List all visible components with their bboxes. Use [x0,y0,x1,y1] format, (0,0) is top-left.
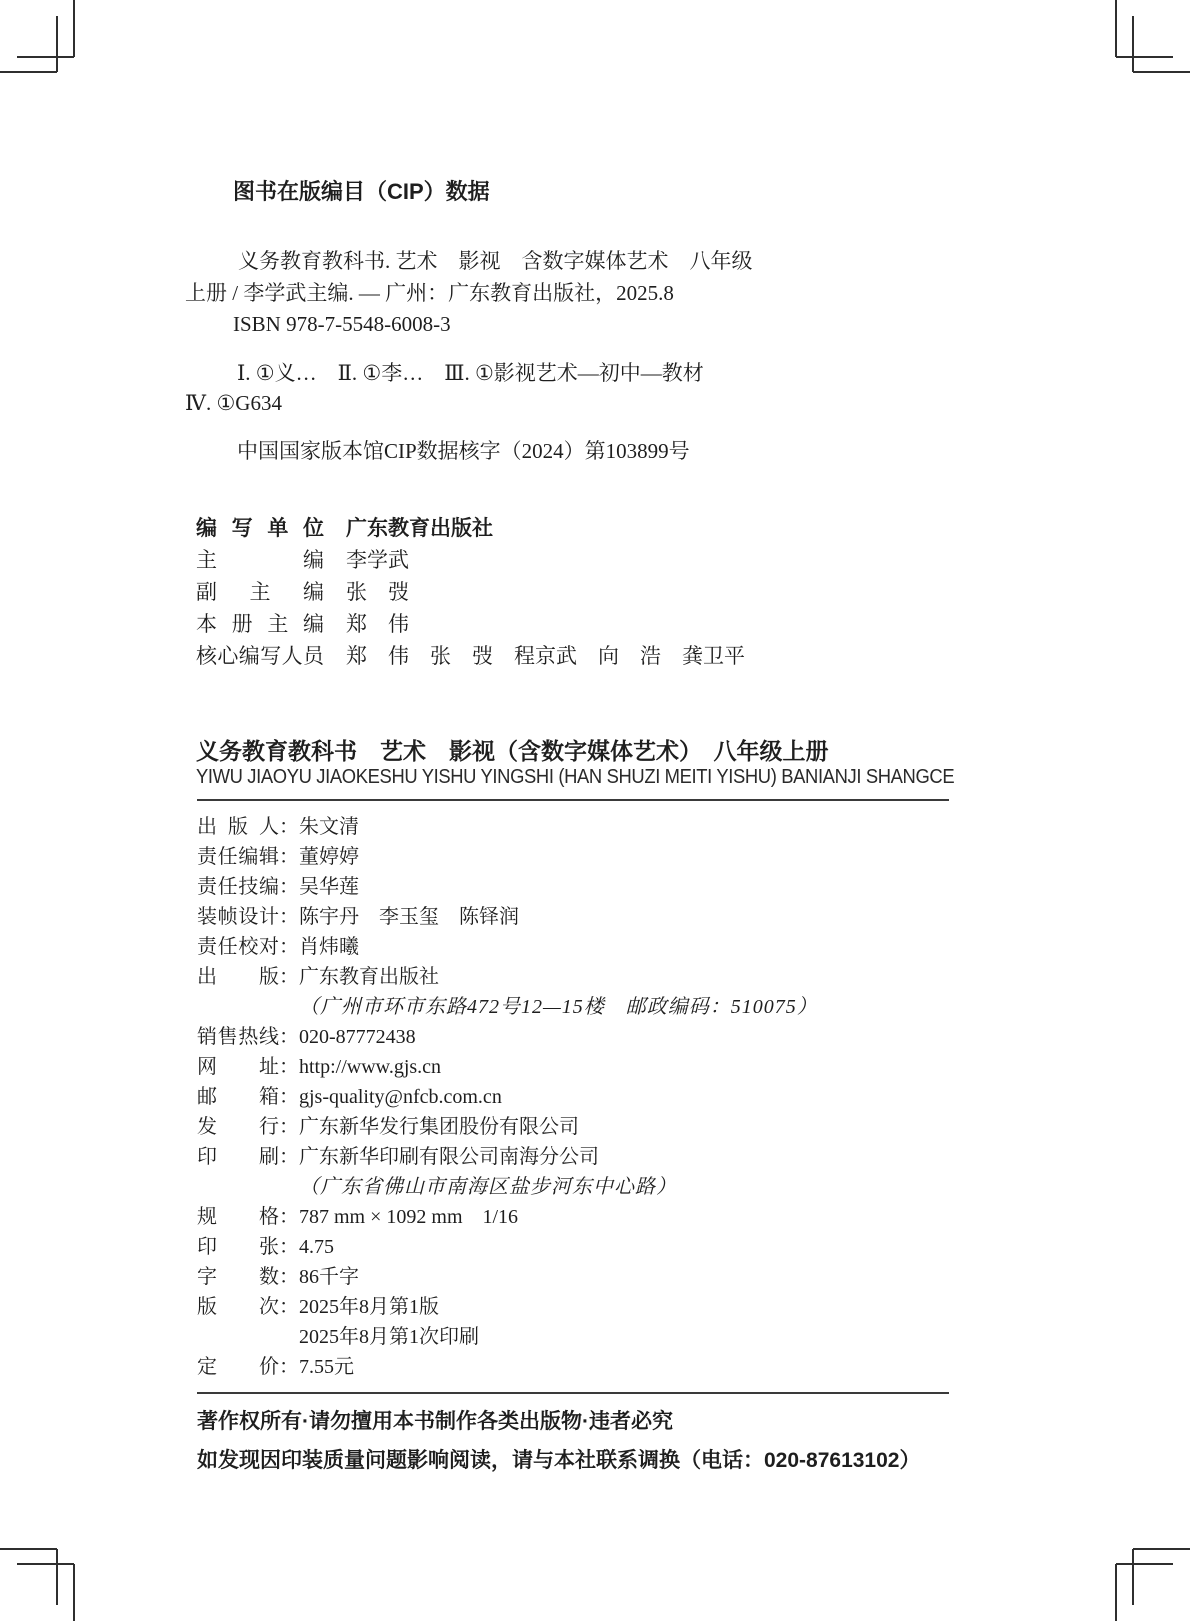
colophon-row-format [197,1202,818,1232]
colon: ： [279,1086,299,1108]
colophon-value: 020-87772438 [299,1026,416,1048]
colon: ： [279,1236,299,1258]
colophon-value: 董婷婷 [299,846,359,868]
colophon-label: 网址 [197,1056,279,1078]
colophon-value: 86千字 [299,1266,359,1288]
colon: ： [279,846,299,868]
colon: ： [279,1026,299,1048]
copyright-notice: 著作权所有·请勿擅用本书制作各类出版物·违者必究 [197,1410,673,1433]
book-title: 义务教育教科书 艺术 影视（含数字媒体艺术） 八年级上册 [196,738,829,764]
crop-mark-top-right-icon [1100,0,1190,90]
crop-mark-top-left-icon [0,0,90,90]
credit-value: 广东教育出版社 [346,517,493,540]
colophon-row-printer-address: （广东省佛山市南海区盐步河东中心路） [299,1176,677,1198]
colophon-value: 陈宇丹 李玉玺 陈铎润 [299,906,519,928]
colophon-row-publisher-person [197,812,818,842]
colophon-label: 定价 [197,1356,279,1378]
colophon-label: 邮箱 [197,1086,279,1108]
credit-row-chief-editor [196,544,409,574]
colon: ： [279,1056,299,1078]
colophon-value: 吴华莲 [299,876,359,898]
colophon-row-publisher [197,962,818,992]
divider-top [197,799,949,801]
credit-value: 郑 伟 [346,612,409,636]
colon: ： [279,966,299,988]
colon: ： [279,1146,299,1168]
cip-record-number: 中国国家版本馆CIP数据核字（2024）第103899号 [237,439,690,463]
colophon-value: 朱文清 [299,816,359,838]
colophon-value: 广东新华印刷有限公司南海分公司 [299,1146,599,1168]
colophon-label: 出版 [197,966,279,988]
colophon-label: 责任编辑 [197,846,279,868]
cip-description-line1: 义务教育教科书. 艺术 影视 含数字媒体艺术 八年级 [238,249,753,273]
cip-classification-line1: Ⅰ. ①义… Ⅱ. ①李… Ⅲ. ①影视艺术—初中—教材 [237,361,704,385]
divider-bottom [197,1392,949,1394]
colophon-row-website [197,1052,818,1082]
colophon-label: 印刷 [197,1146,279,1168]
credit-row-unit [196,512,493,542]
cip-heading: 图书在版编目（CIP）数据 [233,179,490,204]
colophon-label: 规格 [197,1206,279,1228]
colophon-row-word-count [197,1262,818,1292]
crop-mark-bottom-left-icon [0,1531,90,1621]
colon: ： [279,906,299,928]
colophon-label: 责任校对 [197,936,279,958]
colon: ： [279,1356,299,1378]
credit-row-deputy-editor [196,576,409,606]
colophon-value: 肖炜曦 [299,936,359,958]
colon: ： [279,1116,299,1138]
colophon-label: 字数 [197,1266,279,1288]
colophon-row-sales-hotline [197,1022,818,1052]
colophon-value: 4.75 [299,1236,334,1258]
colophon-list [197,812,818,1382]
colophon-value: 7.55元 [299,1356,354,1378]
credit-value: 郑 伟 张 弢 程京武 向 浩 龚卫平 [346,644,745,668]
credit-row-volume-editor [196,608,409,638]
colophon-row-design [197,902,818,932]
colophon-row-printing: 2025年8月第1次印刷 [299,1326,479,1348]
colon: ： [279,1296,299,1318]
colophon-value: 广东教育出版社 [299,966,439,988]
quality-exchange-notice: 如发现因印装质量问题影响阅读，请与本社联系调换（电话：020-87613102） [197,1449,921,1472]
colophon-row-printer [197,1142,818,1172]
colophon-row-sheets [197,1232,818,1262]
colon: ： [279,1206,299,1228]
credit-label: 本册主编 [196,612,324,636]
cip-isbn: ISBN 978-7-5548-6008-3 [233,312,451,336]
book-title-pinyin: YIWU JIAOYU JIAOKESHU YISHU YINGSHI (HAN SHUZI MEITI YISHU) BANIANJI SHANGCE [196,766,955,788]
colophon-label: 发行 [197,1116,279,1138]
colophon-row-publisher-address: （广州市环市东路472号12—15楼 邮政编码：510075） [299,996,818,1018]
colophon-value: 广东新华发行集团股份有限公司 [299,1116,579,1138]
cip-classification-line2: Ⅳ. ①G634 [185,391,282,415]
credit-value: 张 弢 [346,580,409,604]
credit-label: 核心编写人员 [196,644,324,668]
colophon-label: 出版人 [197,816,279,838]
colophon-row-edition [197,1292,818,1322]
colophon-row-price [197,1352,818,1382]
colophon-value: 787 mm × 1092 mm 1/16 [299,1206,519,1228]
colon: ： [279,876,299,898]
colophon-value: gjs-quality@nfcb.com.cn [299,1086,502,1108]
colophon-row-distributor [197,1112,818,1142]
credit-value: 李学武 [346,548,409,572]
colophon-label: 装帧设计 [197,906,279,928]
colon: ： [279,936,299,958]
colon: ： [279,816,299,838]
colophon-row-editor [197,842,818,872]
credit-label: 主编 [196,548,324,572]
credit-label: 副主编 [196,580,324,604]
colophon-label: 版次 [197,1296,279,1318]
colophon-row-email [197,1082,818,1112]
crop-mark-bottom-right-icon [1100,1531,1190,1621]
colon: ： [279,1266,299,1288]
colophon-value: 2025年8月第1版 [299,1296,439,1318]
colophon-label: 责任技编 [197,876,279,898]
colophon-value: http://www.gjs.cn [299,1056,442,1078]
colophon-row-proofreader [197,932,818,962]
cip-description-line2: 上册 / 李学武主编. — 广州：广东教育出版社，2025.8 [185,281,674,305]
colophon-label: 印张 [197,1236,279,1258]
colophon-label: 销售热线 [197,1026,279,1048]
credit-row-core-writers [196,640,745,670]
colophon-row-tech-editor [197,872,818,902]
credit-label: 编写单位 [196,517,324,540]
